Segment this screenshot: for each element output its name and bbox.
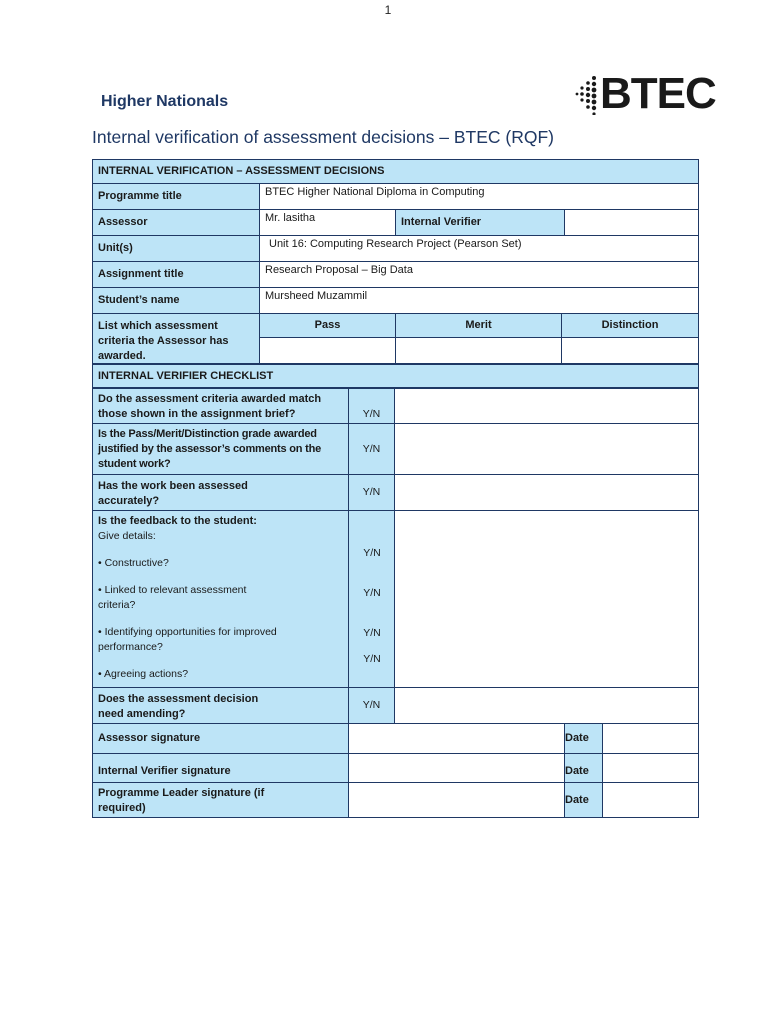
feedback-item-constructive: • Constructive? (98, 557, 169, 569)
assignment-title-field[interactable]: Research Proposal – Big Data (259, 261, 699, 288)
yn-linked[interactable]: Y/N (363, 587, 381, 599)
yn-assessed-accurately[interactable]: Y/N (348, 474, 395, 511)
assessor-field[interactable]: Mr. lasitha (259, 209, 396, 236)
grade-header-distinction: Distinction (561, 313, 699, 338)
question-assessed-accurately: Has the work been assessed accurately? (92, 474, 349, 511)
grade-header-merit: Merit (395, 313, 562, 338)
internal-verifier-label: Internal Verifier (395, 209, 565, 236)
yn-actions[interactable]: Y/N (363, 653, 381, 665)
assignment-title-label: Assignment title (92, 261, 260, 288)
feedback-give-details: Give details: (98, 530, 156, 542)
question-grade-justified: Is the Pass/Merit/Distinction grade awarded justified by the assessor’s comments on the student work? (92, 423, 349, 475)
feedback-question-title: Is the feedback to the student: (98, 515, 257, 527)
assessor-signature-label: Assessor signature (92, 723, 349, 754)
grade-field-merit[interactable] (395, 337, 562, 364)
question-criteria-match: Do the assessment criteria awarded match those shown in the assignment brief? (92, 388, 349, 424)
comment-feedback[interactable] (394, 510, 699, 688)
btec-logo-text: BTEC (600, 69, 716, 118)
grade-field-pass[interactable] (259, 337, 396, 364)
higher-nationals-heading: Higher Nationals (101, 93, 229, 110)
units-label: Unit(s) (92, 235, 260, 262)
feedback-item-linked: • Linked to relevant assessment criteria? (98, 584, 247, 611)
programme-leader-signature-label: Programme Leader signature (if required) (92, 782, 349, 818)
question-decision-amending: Does the assessment decision need amending? (92, 687, 349, 724)
btec-logo (574, 69, 724, 125)
internal-verifier-date-label: Date (564, 753, 603, 783)
document-title: Internal verification of assessment decisions – BTEC (RQF) (92, 127, 554, 147)
comment-decision-amending[interactable] (394, 687, 699, 724)
units-field[interactable]: Unit 16: Computing Research Project (Pearson Set) (259, 235, 699, 262)
internal-verifier-signature-field[interactable] (348, 753, 565, 783)
criteria-awarded-label: List which assessment criteria the Assessor has awarded. (92, 313, 260, 364)
yn-decision-amending[interactable]: Y/N (348, 687, 395, 724)
question-feedback (92, 510, 349, 688)
internal-verifier-signature-label: Internal Verifier signature (92, 753, 349, 783)
feedback-item-opportunities: • Identifying opportunities for improved performance? (98, 626, 277, 653)
page-number: 1 (384, 3, 392, 17)
programme-leader-date-field[interactable] (602, 782, 699, 818)
comment-assessed-accurately[interactable] (394, 474, 699, 511)
section-heading-assessment-decisions: INTERNAL VERIFICATION – ASSESSMENT DECISIONS (92, 159, 699, 184)
assessor-date-label: Date (564, 723, 603, 754)
assessor-date-field[interactable] (602, 723, 699, 754)
verification-form (92, 159, 699, 818)
programme-title-label: Programme title (92, 183, 260, 210)
programme-title-field[interactable]: BTEC Higher National Diploma in Computing (259, 183, 699, 210)
yn-grade-justified[interactable]: Y/N (348, 423, 395, 475)
yn-opportunities[interactable]: Y/N (363, 627, 381, 639)
yn-criteria-match[interactable]: Y/N (348, 388, 395, 424)
grade-field-distinction[interactable] (561, 337, 699, 364)
programme-leader-date-label: Date (564, 782, 603, 818)
programme-leader-signature-field[interactable] (348, 782, 565, 818)
assessor-label: Assessor (92, 209, 260, 236)
student-name-label: Student’s name (92, 287, 260, 314)
internal-verifier-field[interactable] (564, 209, 699, 236)
comment-grade-justified[interactable] (394, 423, 699, 475)
grade-header-pass: Pass (259, 313, 396, 338)
assessor-signature-field[interactable] (348, 723, 565, 754)
student-name-field[interactable]: Mursheed Muzammil (259, 287, 699, 314)
internal-verifier-date-field[interactable] (602, 753, 699, 783)
feedback-item-actions: • Agreeing actions? (98, 668, 189, 680)
section-heading-checklist: INTERNAL VERIFIER CHECKLIST (92, 364, 699, 388)
comment-criteria-match[interactable] (394, 388, 699, 424)
yn-feedback-column (348, 510, 395, 688)
yn-constructive[interactable]: Y/N (363, 547, 381, 559)
